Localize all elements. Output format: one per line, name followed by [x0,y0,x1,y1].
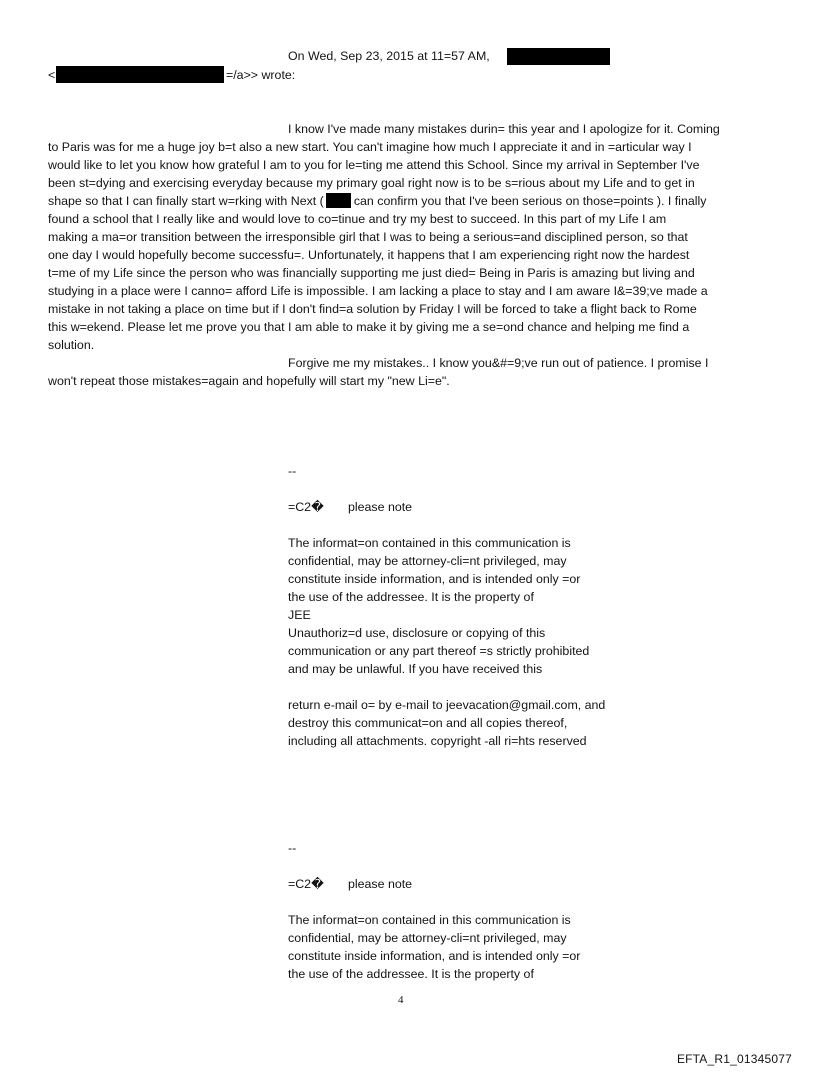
reply-header-wrote: =/a>> wrote: [226,68,296,82]
signature-block-1: -- =C2� please note The informat=on contained in this communication is confidential, may be attorney-cli=nt privileged, may constitute inside information, and is intended only =or the use of the addressee. It is the property of JEE Unauthoriz=d use, disclosure or copying of this communication or any part thereof =s strictly prohibited and may be unlawful. If you have received this return e-mail o= by e-mail to jeevacation@gmail.com, and destroy this communicat=on and all copies thereof, including all attachments. copyright -all ri=hts reserved [288,462,708,750]
line-with-redaction: shape so that I can finally start w=rking with Next ( can confirm you that I've been serious on those=points ). I finally [48,194,707,208]
reply-header-date: On Wed, Sep 23, 2015 at 11=57 AM, [288,49,490,63]
reply-header-bracket: < [48,68,56,82]
page-number: 4 [398,994,404,1006]
signature-dashes: -- [288,841,297,855]
redaction-sender-email [56,66,224,83]
message-paragraph-1: I know I've made many mistakes durin= this year and I apologize for it. Coming to Paris was for me a huge joy b=t also a new start. You can't imagine how much I appreciate it and in =articular way I would like to let you know how grateful I am to you for le=ting me attend this School. Since my arrival in September I've been st=dying and exercising everyday because my primary goal right now is to be s=rious about my Life and to get in shape so that I can finally start w=rking with Next ( can confirm you that I've been serious on those=points ). I finally found a school that I really like and would love to co=tinue and try my best to succeed. In this part of my Life I am making a ma=or transition between the irresponsible girl that I was to being a serious=and disciplined person, so that one day I would hopefully become successfu=. Unfortunately, it happens that I am experiencing right now the hardest t=me of my Life since the person who was financially supporting me just died= Being in Paris is amazing but living and studying in a place were I canno= afford Life is impossible. I am lacking a place to stay and I am aware I&=39;ve made a mistake in not taking a place on time but if I don't find=a solution by Friday I will be forced to take a flight back to Rome this w=ekend. Please let me prove you that I am able to make it by giving me a se=ond chance and helping me find a solution. [48,120,776,354]
signature-block-2: -- =C2� please note The informat=on contained in this communication is confidential, may be attorney-cli=nt privileged, may constitute inside information, and is intended only =or the use of the addressee. It is the property of [288,839,708,983]
message-paragraph-2: Forgive me my mistakes.. I know you&#=9;ve run out of patience. I promise I won't repeat those mistakes=again and hopefully will start my "new Li=e". [48,356,709,388]
please-note-line: =C2� please note [288,877,413,891]
redaction-inline-name [326,193,351,208]
please-note-line: =C2� please note [288,500,413,514]
redaction-sender-name [507,48,610,65]
document-id: EFTA_R1_01345077 [676,1052,792,1066]
signature-dashes: -- [288,464,297,478]
